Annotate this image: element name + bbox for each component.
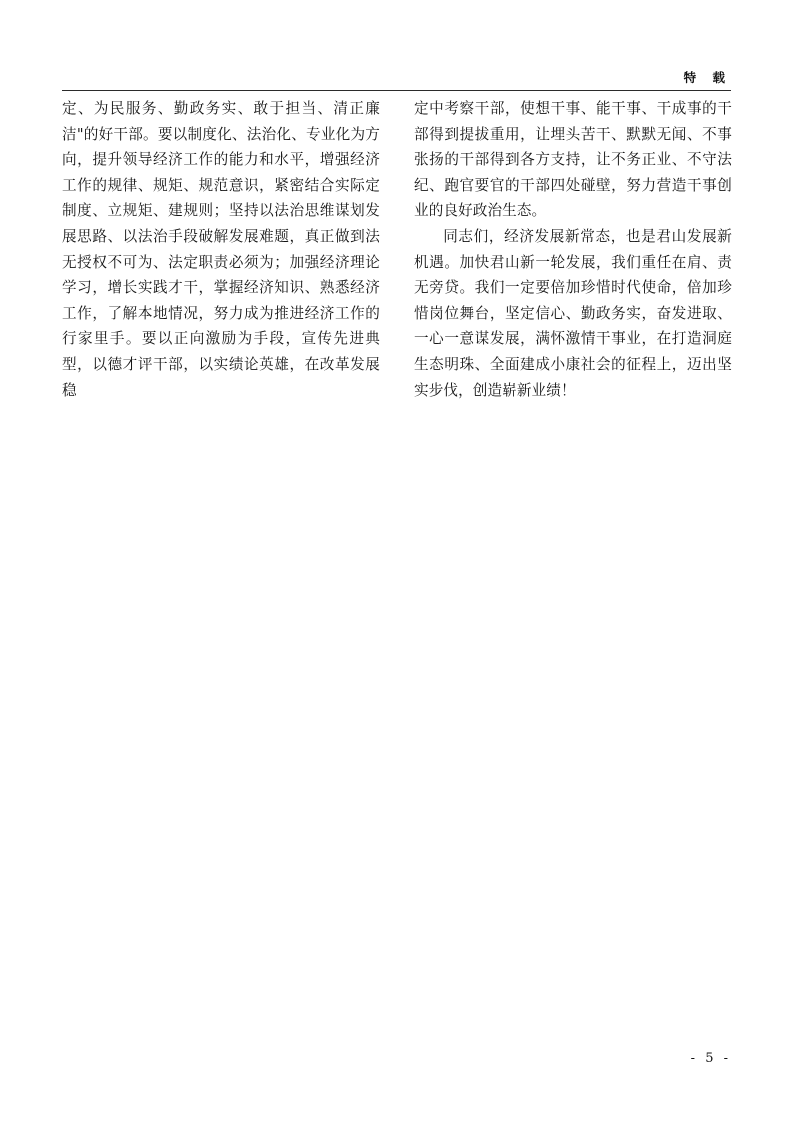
two-column-body — [62, 96, 731, 403]
page-number: - 5 - — [690, 1051, 731, 1066]
paragraph: 定、为民服务、勤政务实、敢于担当、清正廉洁"的好干部。要以制度化、法治化、专业化为方向，提升领导经济工作的能力和水平，增强经济工作的规律、规矩、规范意识，紧密结合实际定制度、立规矩、建规则；坚持以法治思维谋划发展思路、以法治手段破解发展难题，真正做到法无授权不可为、法定职责必须为；加强经济理论学习，增长实践才干，掌握经济知识、熟悉经济工作，了解本地情况，努力成为推进经济工作的行家里手。要以正向激励为手段，宣传先进典型，以德才评干部，以实绩论英雄，在改革发展稳 — [62, 100, 380, 399]
paragraph: 定中考察干部，使想干事、能干事、干成事的干部得到提拔重用，让埋头苦干、默默无闻、不事张扬的干部得到各方支持，让不务正业、不守法纪、跑官要官的干部四处碰壁，努力营造干事创业的良好政治生态。 — [414, 100, 732, 220]
right-column — [414, 96, 732, 403]
left-column — [62, 96, 380, 403]
section-label: 特 载 — [683, 70, 731, 85]
header-divider — [62, 90, 731, 91]
page-header — [62, 68, 731, 90]
paragraph: 同志们，经济发展新常态，也是君山发展新机遇。加快君山新一轮发展，我们重任在肩、责无旁贷。我们一定要倍加珍惜时代使命，倍加珍惜岗位舞台，坚定信心、勤政务实，奋发进取、一心一意谋发展，满怀激情干事业，在打造洞庭生态明珠、全面建成小康社会的征程上，迈出坚实步伐，创造崭新业绩！ — [414, 227, 732, 399]
